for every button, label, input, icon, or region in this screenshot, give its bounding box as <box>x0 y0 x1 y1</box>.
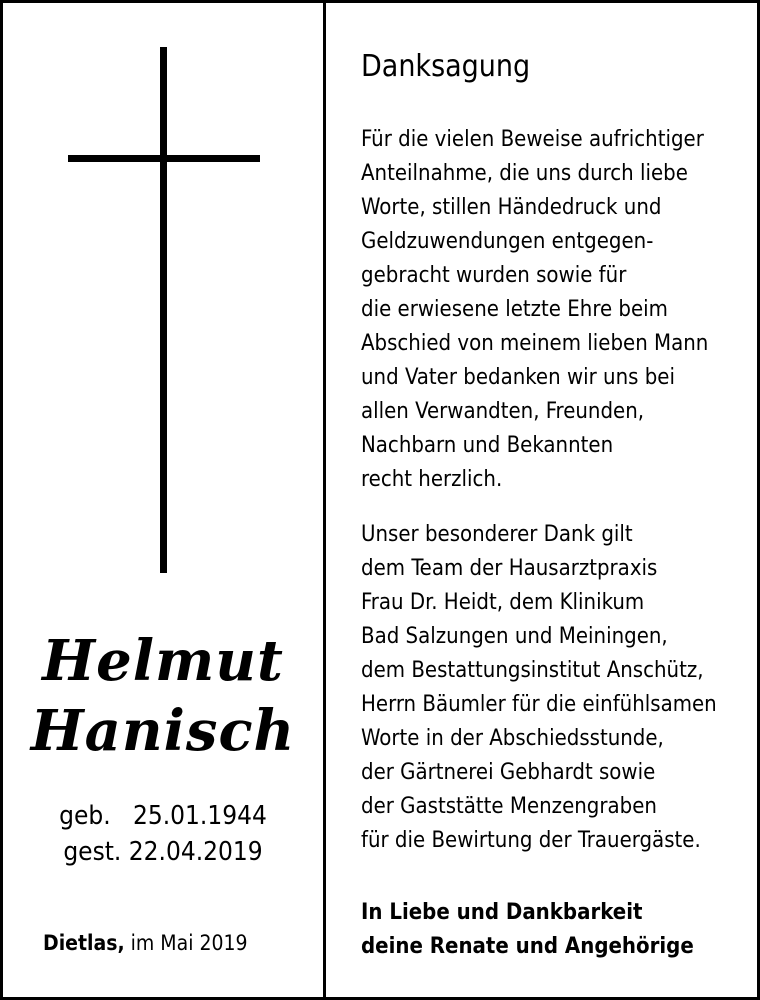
column-divider <box>323 3 326 997</box>
text-line: dem Team der Hausarztpraxis <box>361 556 658 581</box>
text-line: recht herzlich. <box>361 467 503 492</box>
deceased-last-name: Hanisch <box>30 698 296 764</box>
deceased-first-name: Helmut <box>42 628 284 694</box>
birth-date: geb. 25.01.1944 <box>59 801 267 831</box>
text-line: Geldzuwendungen entgegen- <box>361 229 654 254</box>
text-line: der Gärtnerei Gebhardt sowie <box>361 760 656 785</box>
signature-line: deine Renate und Angehörige <box>361 934 694 959</box>
text-line: Herrn Bäumler für die einfühlsamen <box>361 692 717 717</box>
text-line: Nachbarn und Bekannten <box>361 433 614 458</box>
text-line: der Gaststätte Menzengraben <box>361 794 657 819</box>
death-date: gest. 22.04.2019 <box>63 837 263 867</box>
text-line: die erwiesene letzte Ehre beim <box>361 297 668 322</box>
place-and-date <box>43 931 248 955</box>
signature-block <box>361 896 741 964</box>
text-line: Unser besonderer Dank gilt <box>361 522 633 547</box>
thanks-paragraph-1 <box>361 123 741 497</box>
place-name: Dietlas, <box>43 931 125 955</box>
text-line: Worte in der Abschiedsstunde, <box>361 726 664 751</box>
text-line: Abschied von meinem lieben Mann <box>361 331 709 356</box>
heading-thanks: Danksagung <box>361 49 531 84</box>
text-line: Für die vielen Beweise aufrichtiger <box>361 127 704 152</box>
publication-date: im Mai 2019 <box>130 931 248 955</box>
text-line: für die Bewirtung der Trauergäste. <box>361 828 701 853</box>
text-line: und Vater bedanken wir uns bei <box>361 365 675 390</box>
text-line: Bad Salzungen und Meiningen, <box>361 624 668 649</box>
text-line: Frau Dr. Heidt, dem Klinikum <box>361 590 645 615</box>
signature-line: In Liebe und Dankbarkeit <box>361 900 643 925</box>
text-line: dem Bestattungsinstitut Anschütz, <box>361 658 704 683</box>
text-line: Anteilnahme, die uns durch liebe <box>361 161 688 186</box>
text-line: Worte, stillen Händedruck und <box>361 195 662 220</box>
text-line: allen Verwandten, Freunden, <box>361 399 645 424</box>
text-line: gebracht wurden sowie für <box>361 263 627 288</box>
life-dates <box>3 798 323 870</box>
cross-icon-horizontal <box>68 155 260 162</box>
thanks-paragraph-2 <box>361 518 741 858</box>
cross-icon-vertical <box>160 47 167 573</box>
